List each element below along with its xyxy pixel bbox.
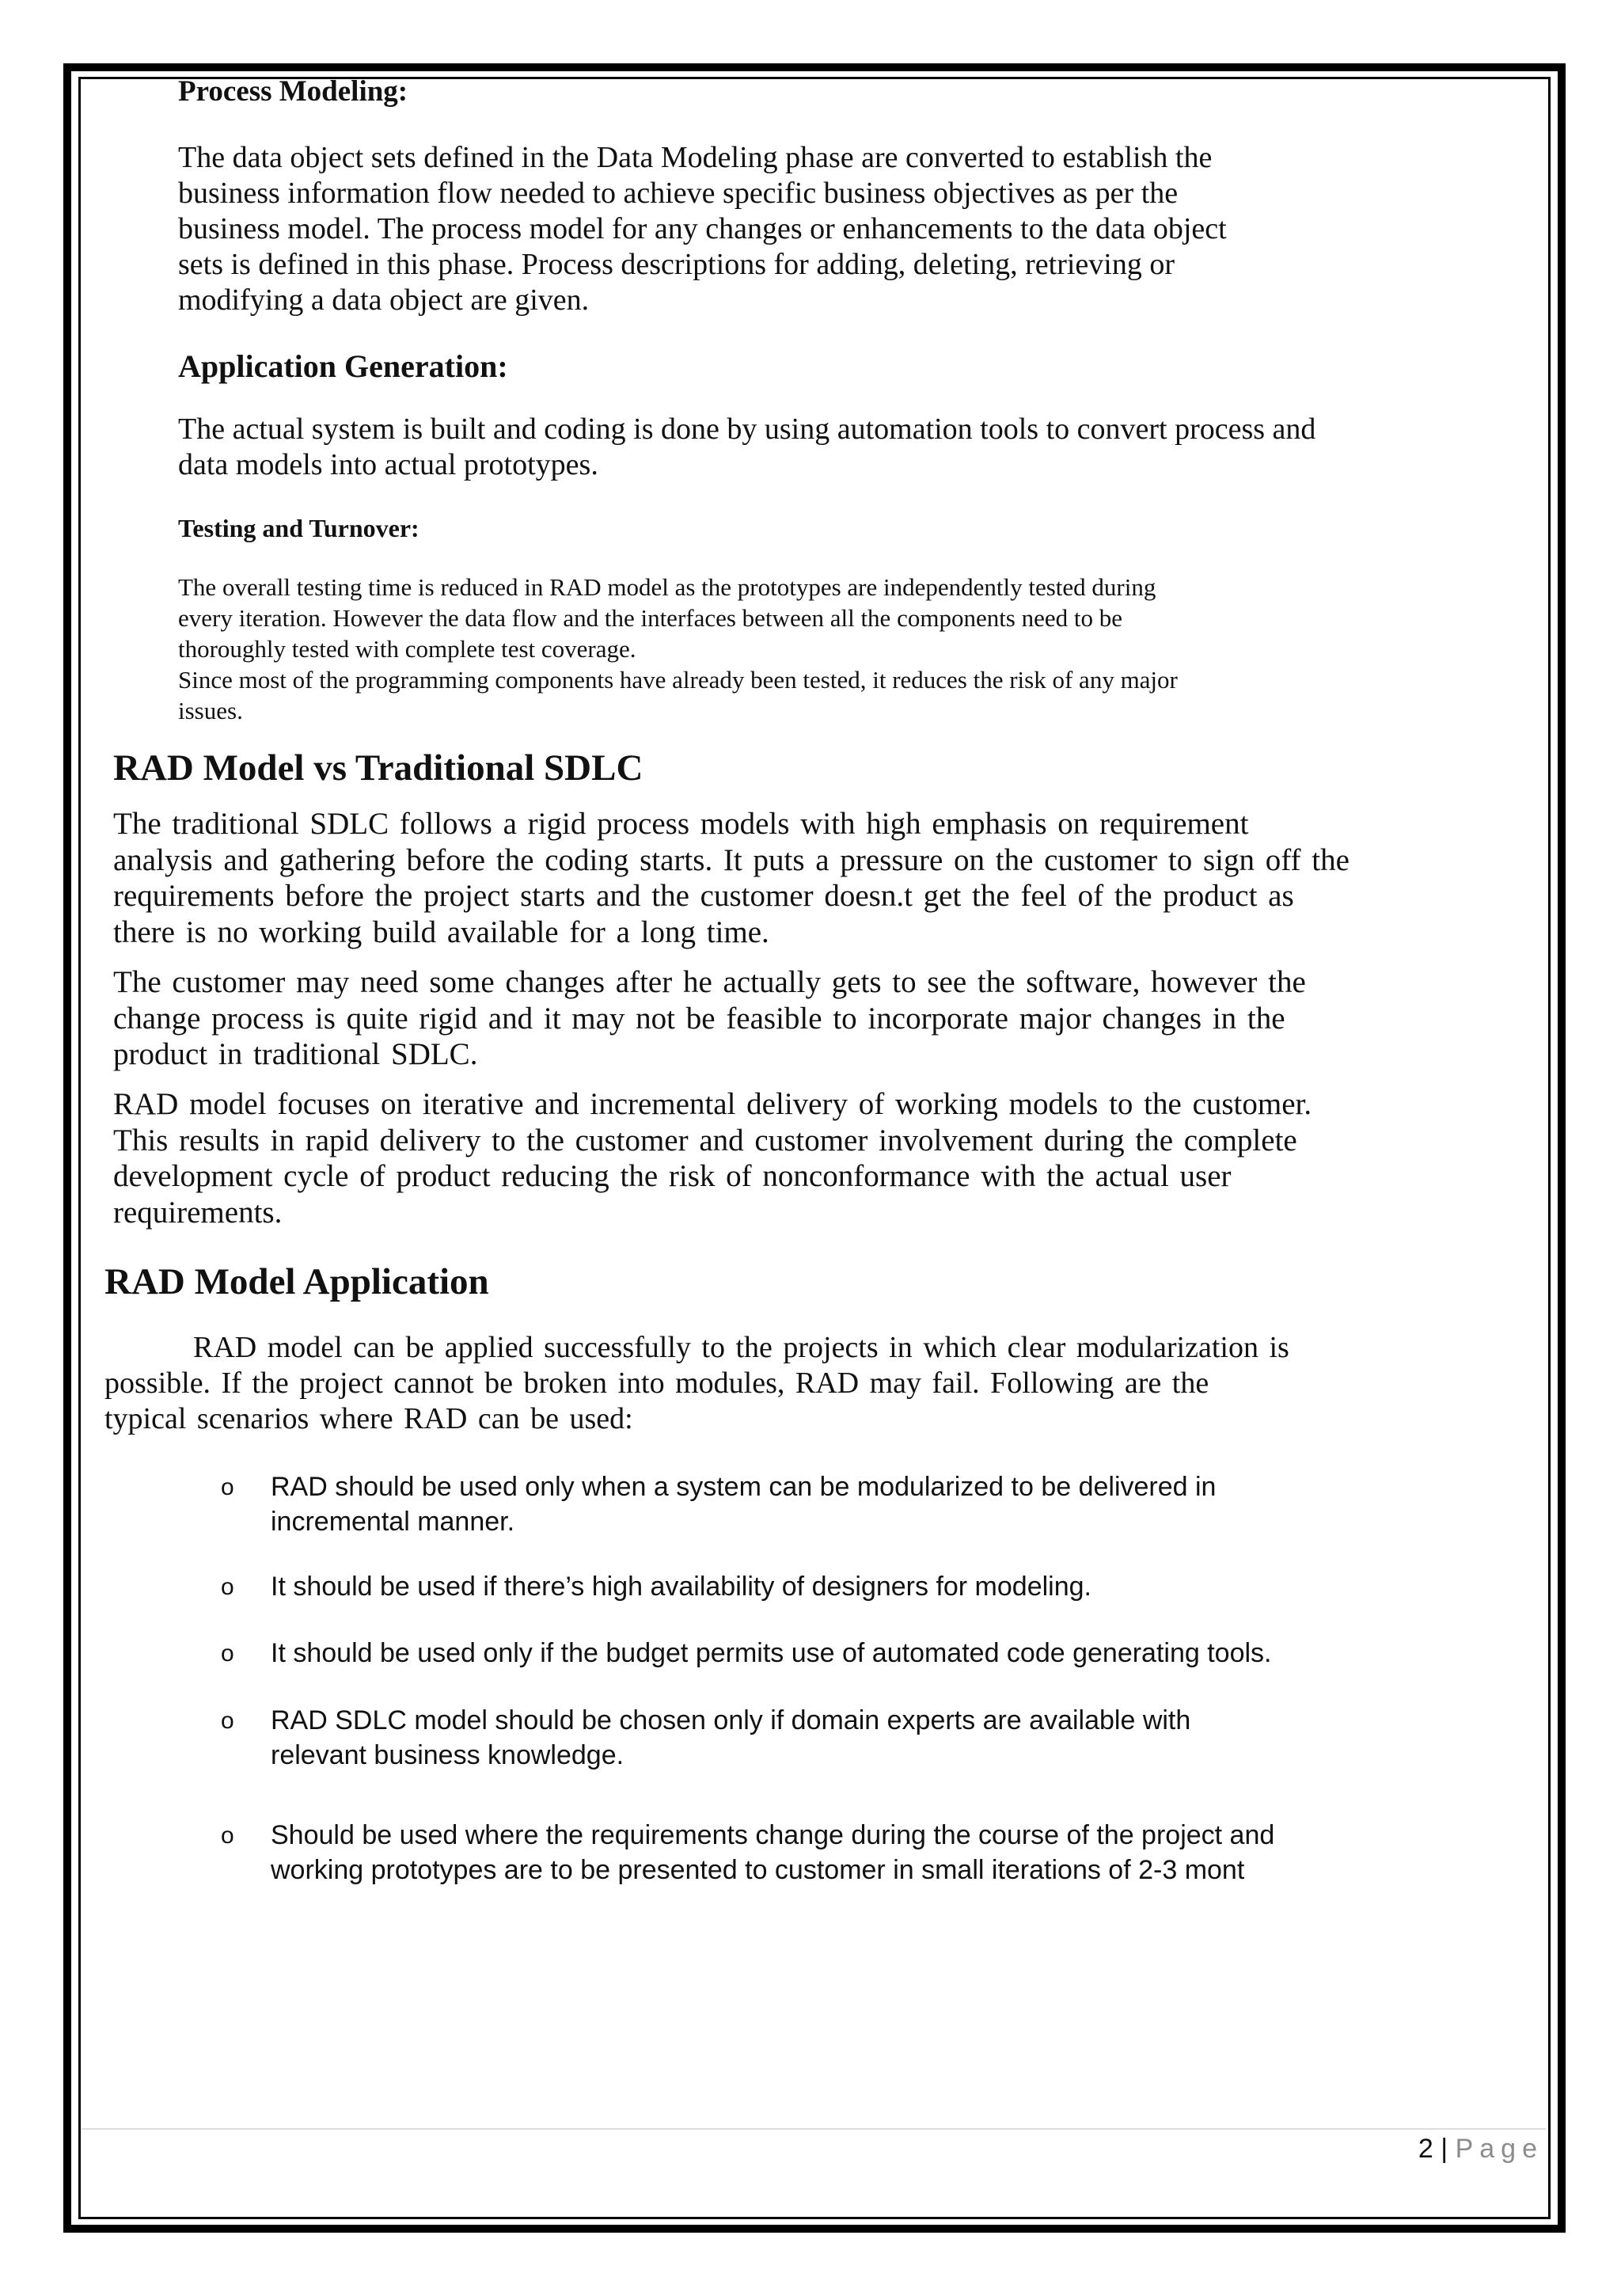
text-line: The traditional SDLC follows a rigid process models with high emphasis on requirement (113, 807, 1249, 841)
list-item (271, 1636, 1529, 1671)
text-line: relevant business knowledge. (271, 1740, 624, 1770)
rad-vs-sdlc-paragraph-1 (113, 806, 1546, 950)
text-line: business information flow needed to achieve specific business objectives as per the (178, 177, 1179, 210)
bullet-marker: o (221, 1823, 234, 1849)
text-line: It should be used only if the budget permits use of automated code generating tools. (271, 1638, 1272, 1668)
process-modeling-heading: Process Modeling: (178, 75, 408, 108)
page-number: 2 (1418, 2134, 1433, 2164)
text-line: Since most of the programming components have already been tested, it reduces the risk of any major (178, 666, 1178, 694)
text-line: The customer may need some changes after he actually gets to see the software, however the (113, 965, 1306, 999)
text-line: product in traditional SDLC. (113, 1037, 478, 1071)
text-line: incremental manner. (271, 1507, 515, 1537)
footer-divider (82, 2128, 1546, 2130)
application-generation-heading: Application Generation: (178, 348, 508, 384)
text-line: RAD model focuses on iterative and incremental delivery of working models to the customer. (113, 1087, 1312, 1121)
text-line: there is no working build available for a long time. (113, 914, 769, 949)
list-item (271, 1469, 1513, 1539)
bullet-marker: o (221, 1574, 234, 1600)
text-line: business model. The process model for any changes or enhancements to the data object (178, 212, 1227, 245)
rad-application-intro (104, 1330, 1505, 1437)
rad-vs-sdlc-paragraph-2 (113, 964, 1546, 1073)
text-line: issues. (178, 697, 243, 724)
text-line: working prototypes are to be presented to customer in small iterations of 2-3 mont (271, 1855, 1245, 1885)
bullet-marker: o (221, 1708, 234, 1734)
text-line: RAD model can be applied successfully to the projects in which clear modularization is (193, 1331, 1289, 1364)
text-line: RAD should be used only when a system can be modularized to be delivered in (271, 1472, 1217, 1502)
text-line: change process is quite rigid and it may not be feasible to incorporate major changes in the (113, 1001, 1285, 1036)
text-line: thoroughly tested with complete test coverage. (178, 635, 636, 663)
text-line: analysis and gathering before the coding starts. It puts a pressure on the customer to sign off the (113, 842, 1350, 877)
rad-application-heading: RAD Model Application (104, 1261, 489, 1302)
list-item (271, 1569, 1513, 1604)
footer-separator: | (1441, 2134, 1448, 2164)
text-line: requirements before the project starts and the customer doesn.t get the feel of the product as (113, 879, 1294, 913)
text-line: The overall testing time is reduced in RAD model as the prototypes are independently tested during (178, 573, 1156, 601)
bullet-marker: o (221, 1640, 234, 1667)
text-line: typical scenarios where RAD can be used: (104, 1402, 633, 1435)
text-line: possible. If the project cannot be broken into modules, RAD may fail. Following are the (104, 1367, 1209, 1400)
text-line: data models into actual prototypes. (178, 448, 598, 481)
list-item (271, 1818, 1529, 1887)
rad-vs-sdlc-paragraph-3 (113, 1086, 1546, 1230)
list-item (271, 1703, 1513, 1773)
text-line: requirements. (113, 1195, 283, 1230)
text-line: modifying a data object are given. (178, 283, 590, 317)
application-generation-paragraph (178, 412, 1532, 483)
text-line: It should be used if there’s high availability of designers for modeling. (271, 1572, 1091, 1602)
text-line: RAD SDLC model should be chosen only if domain experts are available with (271, 1705, 1191, 1735)
page-label: Page (1455, 2134, 1543, 2164)
text-line: This results in rapid delivery to the customer and customer involvement during the complete (113, 1123, 1297, 1158)
rad-vs-sdlc-heading: RAD Model vs Traditional SDLC (113, 747, 643, 789)
text-line: Should be used where the requirements change during the course of the project and (271, 1820, 1275, 1850)
bullet-marker: o (221, 1474, 234, 1500)
text-line: every iteration. However the data flow and the interfaces between all the components need to be (178, 604, 1123, 632)
text-line: The actual system is built and coding is done by using automation tools to convert process and (178, 412, 1316, 446)
text-line: development cycle of product reducing the risk of nonconformance with the actual user (113, 1159, 1232, 1193)
testing-turnover-paragraph (178, 572, 1524, 726)
text-line: The data object sets defined in the Data Modeling phase are converted to establish the (178, 141, 1213, 174)
process-modeling-paragraph (178, 140, 1506, 318)
testing-turnover-heading: Testing and Turnover: (178, 514, 419, 542)
page-footer (1418, 2131, 1543, 2166)
text-line: sets is defined in this phase. Process descriptions for adding, deleting, retrieving or (178, 248, 1175, 281)
